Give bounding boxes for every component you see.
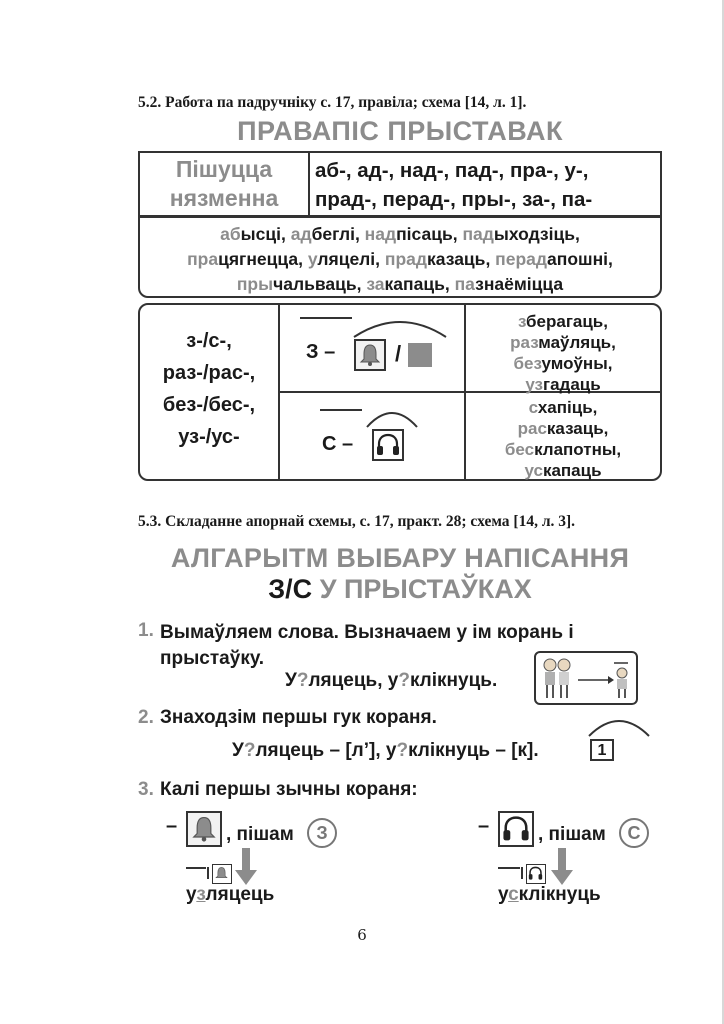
example-prefix: пры [236,274,274,294]
example-part: ляцець – [л’], у [255,740,397,761]
arrow-down-icon [551,848,573,886]
example-part: У [232,740,244,761]
word-root: казаць, [546,419,609,438]
example-part: клікнуць – [к]. [408,740,539,761]
example-root: чальваць [273,274,357,294]
example-part: клікнуць. [409,670,498,691]
example-prefix: , [298,249,308,269]
headphones-icon [526,864,546,884]
rule-table-title: ПРАВАПІС ПРЫСТАВАК [237,116,563,146]
children-icon [536,653,636,703]
word-prefix: у [186,884,197,905]
voiced-word [466,374,660,395]
voiceless-word [466,397,660,418]
example-prefix: над [364,224,397,244]
voiced-word [466,311,660,332]
zs-prefix: без-/бес-, [162,394,256,416]
word-root: хапіць, [537,398,598,417]
prefix-overline [300,317,352,319]
step-1-text [160,620,574,672]
word-root: гадаць [543,375,601,394]
word-root: клапотны, [534,440,622,459]
step-3-text: Калі першы зычны кораня: [160,779,418,800]
voiced-word [466,353,660,374]
unchanged-label-cell [140,153,310,215]
prefix-overline [498,867,520,869]
word-prefix: с [528,398,538,417]
bell-icon [212,864,232,884]
word-prefix: у [498,884,509,905]
voiceless-word [466,439,660,460]
headphones-icon [372,429,404,461]
example-word-1 [186,884,274,906]
example-prefix: , [354,224,365,244]
voiceless-word [466,418,660,439]
zs-prefix: уз-/ус- [178,426,240,448]
prefix-bracket [521,867,523,879]
zs-prefix: з-/с-, [186,330,232,352]
voiceless-word-list [466,397,660,481]
word-prefix: раз [510,333,539,352]
example-prefix: , [608,249,613,269]
example-prefix: , [356,274,367,294]
prefix-list-line-1: аб-, ад-, над-, пад-, пра-, у-, [315,159,589,182]
word-prefix: з [518,312,527,331]
example-prefix: за [366,274,385,294]
prefix-overline [186,867,206,869]
example-line [140,247,660,272]
word-root: клікнуць [518,884,601,905]
example-prefix: перад [495,249,548,269]
example-prefix: пад [462,224,494,244]
word-prefix-letter: з [196,884,206,905]
root-arc [364,405,420,429]
algorithm-title-line-1: АЛГАРЫТМ ВЫБАРУ НАПІСАННЯ [170,543,630,573]
bell-icon [354,339,386,371]
example-prefix: , [575,224,580,244]
step-2-text: Знаходзім першы гук кораня. [160,707,437,728]
prefix-bracket [207,867,209,879]
section-heading-5-3: 5.3. Складанне апорнай схемы, с. 17, практ. 28; схема [14, л. 3]. [138,513,576,530]
word-prefix: рас [517,419,547,438]
root-arc [350,313,450,339]
headphones-icon [498,811,534,847]
example-root: пісаць [396,224,453,244]
children-illustration [534,651,638,705]
label-unchanged: нязменна [169,185,279,211]
word-root: маўляць, [538,333,616,352]
example-root: знаёміцца [475,274,564,294]
algorithm-title-line-2 [138,574,662,605]
example-line [140,272,660,297]
example-prefix: , [375,249,385,269]
zs-prefix: раз-/рас-, [162,362,256,384]
dash: – [166,815,178,837]
example-prefix: пра [187,249,219,269]
page-number: 6 [357,926,367,944]
example-prefix: ад [290,224,312,244]
algorithm-title-rest: У ПРЫСТАЎКАХ [312,574,532,604]
write-label: , пішам [538,824,606,845]
word-root: берагаць, [526,312,608,331]
example-part: У [285,670,297,691]
dash: – [478,815,490,837]
example-prefix: у [307,249,318,269]
example-root: капаць [384,274,445,294]
example-root: казаць [427,249,486,269]
word-prefix: без [513,354,542,373]
prefix-examples [140,218,660,297]
voiceless-letter: С – [322,433,354,455]
zs-prefix-cell [140,305,280,479]
example-prefix: , [452,224,463,244]
example-root: апошні [547,249,609,269]
example-prefix: , [280,224,291,244]
voiced-letter: З – [306,341,336,363]
step-1-number: 1. [138,620,154,641]
example-prefix: , [485,249,496,269]
example-prefix: прад [384,249,428,269]
example-prefix: па [454,274,476,294]
example-root: цягнецца [218,249,299,269]
word-root: умоўны, [541,354,613,373]
example-root: ляцелі [317,249,376,269]
step-2-example [232,740,539,762]
square-icon [408,343,432,367]
voiced-word [466,332,660,353]
prefix-list-line-2: прад-, перад-, пры-, за-, па- [315,188,593,211]
write-label: , пішам [226,824,294,845]
prefix-overline [320,409,362,411]
example-root: ысці [240,224,281,244]
step-3-number: 3. [138,779,154,800]
example-prefix: , [444,274,455,294]
letter-z-circle: З [307,818,337,848]
arrow-down-icon [235,848,257,886]
word-prefix: уз [525,375,543,394]
word-root: капаць [542,461,602,480]
example-root: беглі [311,224,355,244]
step-1-line-2: прыстаўку. [160,648,264,669]
root-arc [586,712,652,738]
zs-prefix-table [138,303,662,481]
step-1-example [285,670,497,692]
first-sound-box: 1 [590,739,614,761]
word-prefix: бес [504,440,535,459]
step-2-number: 2. [138,707,154,728]
question-mark: ? [398,670,410,691]
label-written: Пішуцца [175,156,273,182]
letter-s-circle: С [619,818,649,848]
question-mark: ? [396,740,409,761]
step-1-line-1: Вымаўляем слова. Вызначаем у ім корань і [160,622,574,643]
example-root: ыходзіць [493,224,575,244]
question-mark: ? [243,740,256,761]
example-part: ляцець, у [308,670,399,691]
section-heading-5-2: 5.2. Работа па падручніку с. 17, правіла; схема [14, л. 1]. [138,94,527,111]
unchanged-prefixes-table [138,151,662,217]
slash: / [395,341,402,366]
word-prefix: ус [524,461,543,480]
word-root: ляцець [205,884,275,905]
example-line [140,222,660,247]
bell-icon [186,811,222,847]
word-prefix-letter: с [508,884,519,905]
voiced-word-list [466,311,660,395]
voiceless-word [466,460,660,481]
algorithm-title-zs: З/С [268,574,313,604]
example-word-2 [498,884,601,906]
example-prefix: аб [220,224,241,244]
prefix-examples-box [138,216,662,298]
question-mark: ? [296,670,309,691]
